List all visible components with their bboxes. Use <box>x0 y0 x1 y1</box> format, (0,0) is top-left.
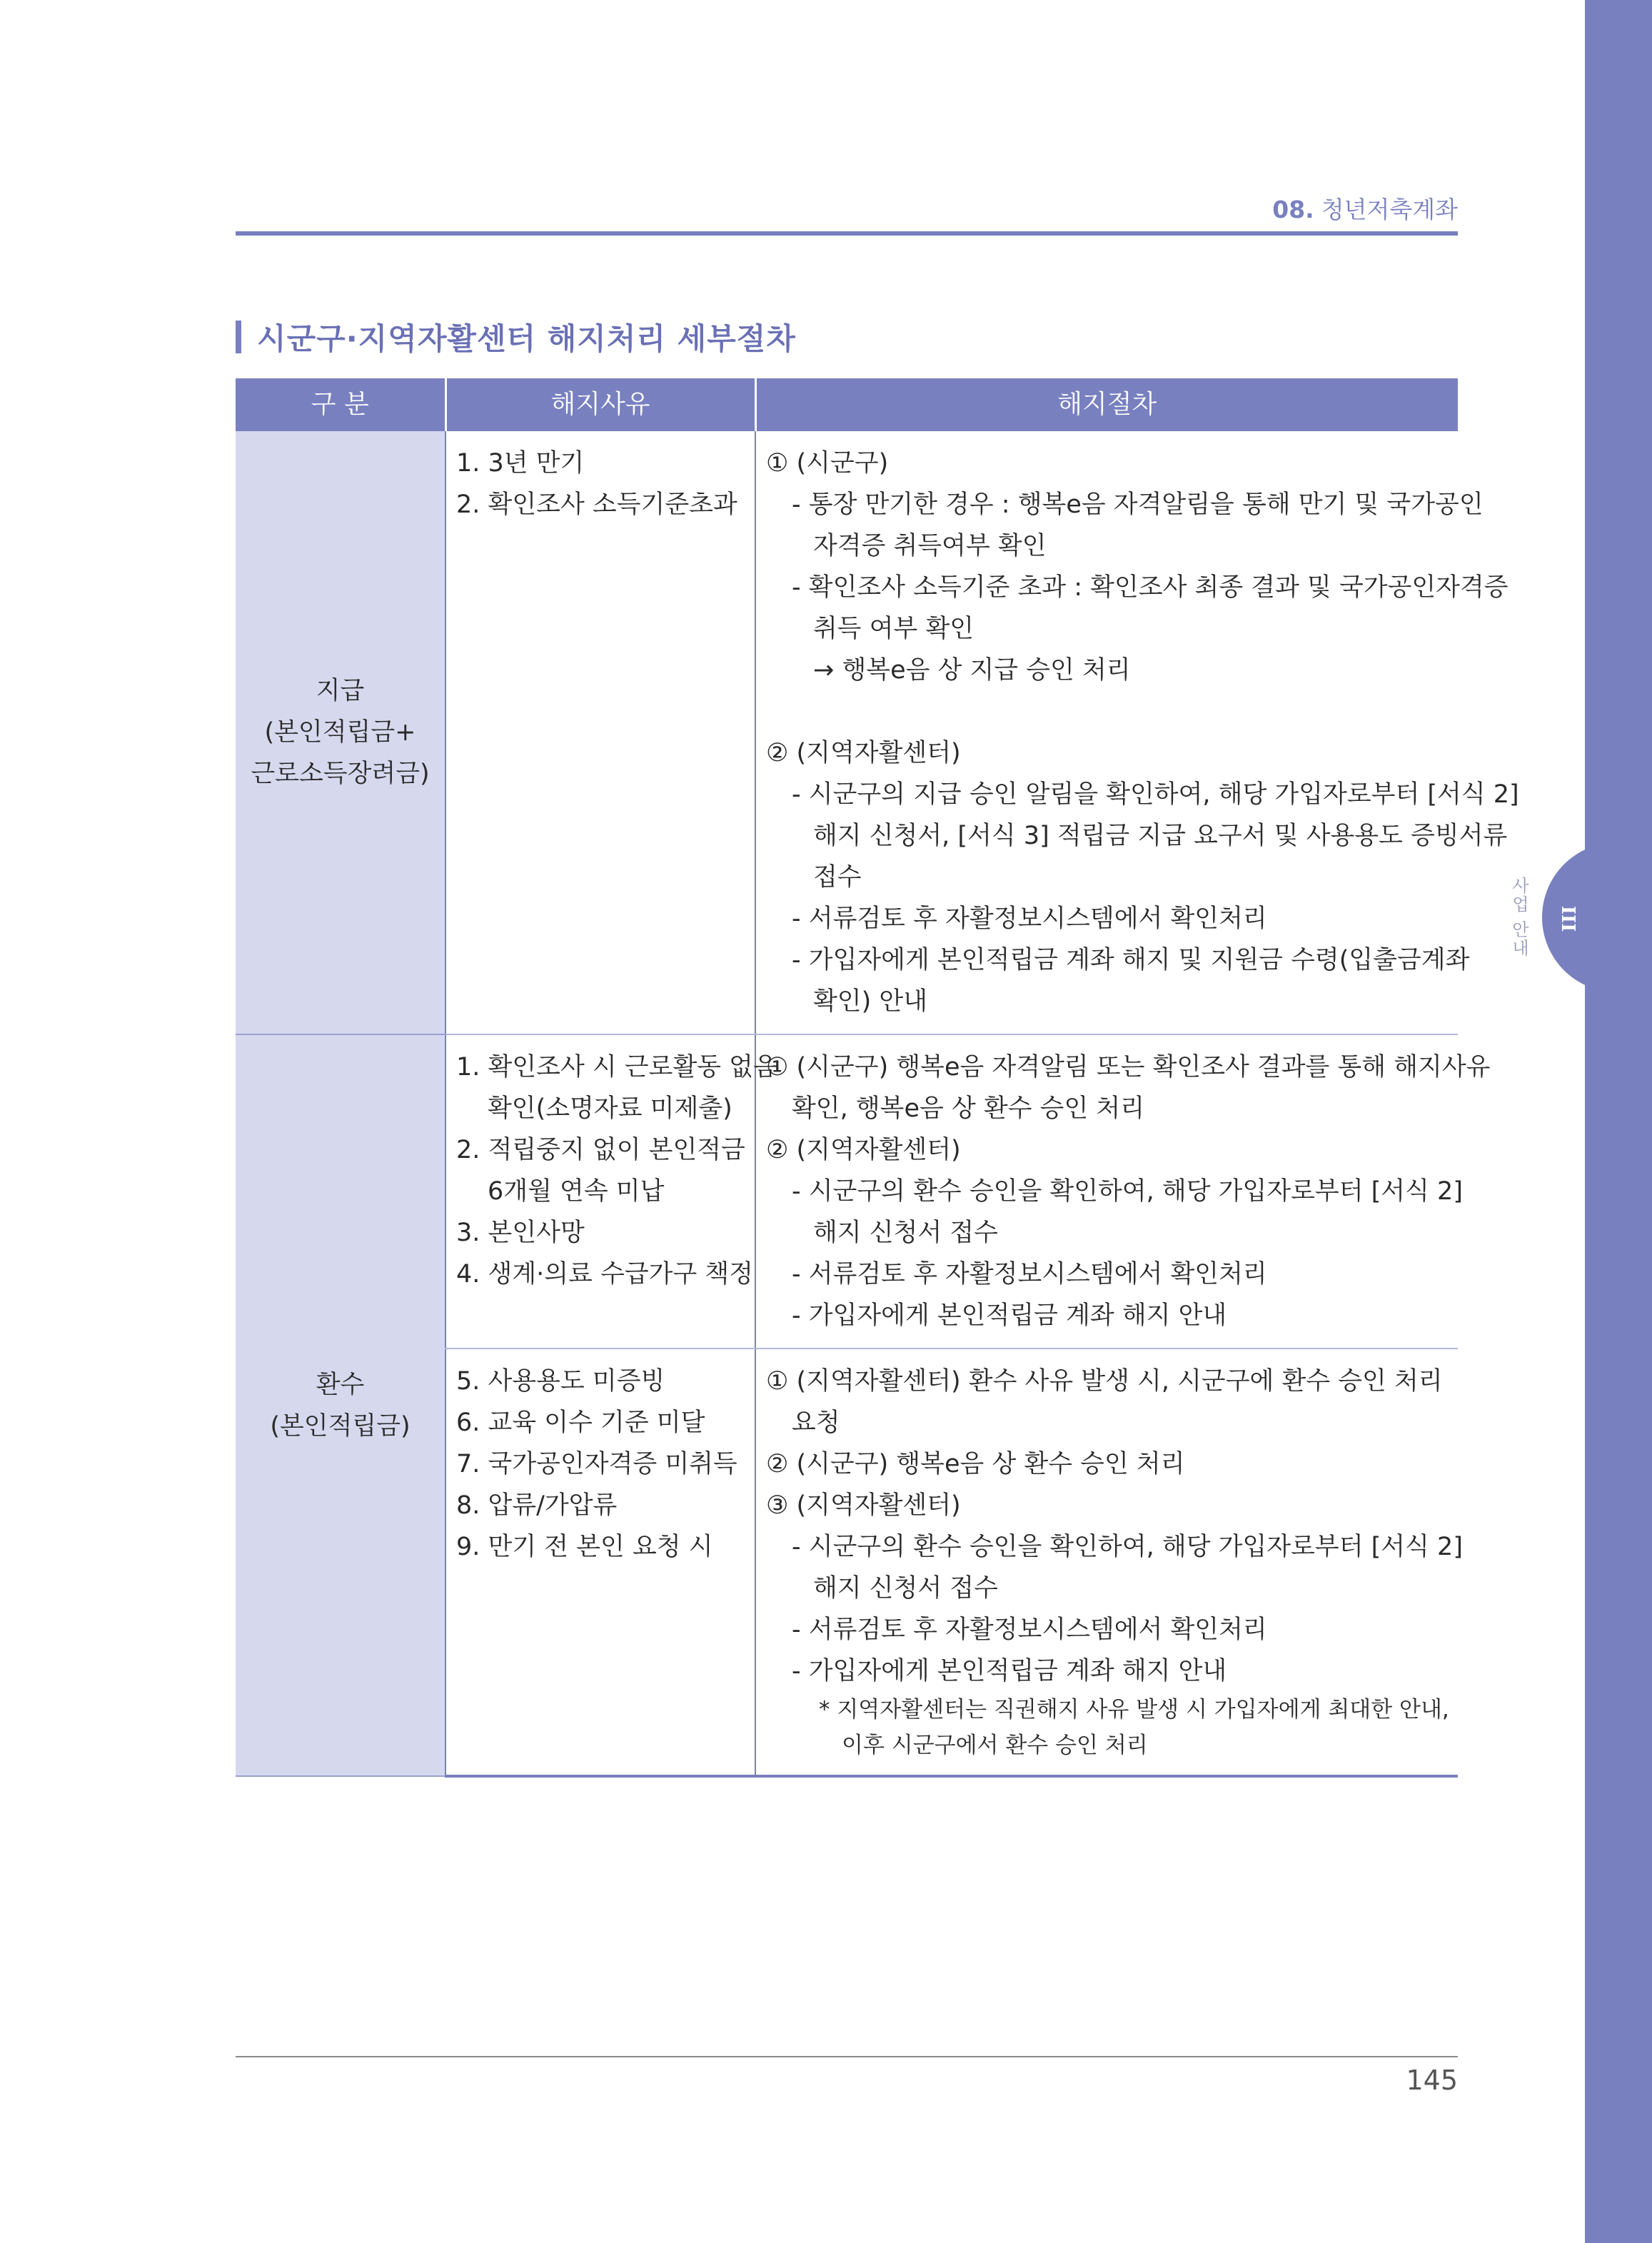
side-color-band <box>1585 0 1652 2243</box>
procedure-cell <box>755 1034 1491 1349</box>
spacer <box>766 691 1451 732</box>
procedure-step: - 서류검토 후 자활정보시스템에서 확인처리 <box>792 1616 1267 1644</box>
procedure-step: ① (시군구) 행복e음 자격알림 또는 확인조사 결과를 통해 해지사유 <box>766 1053 1491 1082</box>
procedure-step: 자격증 취득여부 확인 <box>813 532 1047 560</box>
procedure-step: - 가입자에게 본인적립금 계좌 해지 안내 <box>792 1301 1227 1330</box>
procedure-step: 취득 여부 확인 <box>813 615 974 643</box>
reason-item: 5. 사용용도 미증빙 <box>456 1367 665 1396</box>
reason-cell <box>445 1349 755 1776</box>
header-reason: 해지사유 <box>445 378 755 431</box>
chapter-tab-label: 사업 안내 <box>1509 877 1529 958</box>
category-line: 환수 <box>316 1370 365 1399</box>
reason-item: 1. 3년 만기 <box>456 449 585 478</box>
category-cell-payment <box>236 431 445 1034</box>
procedure-step: 확인, 행복e음 상 환수 승인 처리 <box>792 1094 1145 1123</box>
procedure-step: → 행복e음 상 지급 승인 처리 <box>813 656 1131 685</box>
procedure-step: 확인) 안내 <box>813 987 928 1016</box>
reason-item: 8. 압류/가압류 <box>456 1491 618 1520</box>
chapter-number: 08. <box>1272 196 1314 223</box>
procedure-step: ① (지역자활센터) 환수 사유 발생 시, 시군구에 환수 승인 처리 <box>766 1367 1443 1396</box>
reason-item: 6. 교육 이수 기준 미달 <box>456 1408 705 1437</box>
reason-item: 4. 생계·의료 수급가구 책정 <box>456 1260 753 1289</box>
procedure-step: - 가입자에게 본인적립금 계좌 해지 및 지원금 수령(입출금계좌 <box>792 946 1470 974</box>
reason-item: 2. 확인조사 소득기준초과 <box>456 490 737 519</box>
procedure-step: - 서류검토 후 자활정보시스템에서 확인처리 <box>792 904 1267 933</box>
table-header-row <box>236 378 1458 431</box>
procedure-note: 이후 시군구에서 환수 승인 처리 <box>842 1733 1148 1758</box>
header-category: 구 분 <box>236 378 445 431</box>
reason-item: 7. 국가공인자격증 미취득 <box>456 1450 737 1478</box>
procedure-step: ① (시군구) <box>766 449 889 478</box>
procedure-cell <box>755 1349 1463 1776</box>
chapter-tab-number: III <box>1557 905 1578 932</box>
title-bar-marker <box>236 321 241 353</box>
procedure-step: ② (지역자활센터) <box>766 739 961 767</box>
procedure-step: ② (시군구) 행복e음 상 환수 승인 처리 <box>766 1450 1185 1478</box>
procedure-step: - 시군구의 지급 승인 알림을 확인하여, 해당 가입자로부터 [서식 2] <box>792 780 1519 809</box>
header-rule <box>236 231 1458 236</box>
table-row <box>236 431 1458 1034</box>
procedure-step: - 확인조사 소득기준 초과 : 확인조사 최종 결과 및 국가공인자격증 <box>792 573 1509 602</box>
procedure-step: 접수 <box>813 863 862 892</box>
table-row <box>236 1034 1458 1349</box>
procedure-step: - 시군구의 환수 승인을 확인하여, 해당 가입자로부터 [서식 2] <box>792 1533 1463 1561</box>
header-procedure: 해지절차 <box>755 378 1458 431</box>
category-cell-recovery <box>236 1034 445 1776</box>
section-title <box>236 317 796 357</box>
procedure-step: - 통장 만기한 경우 : 행복e음 자격알림을 통해 만기 및 국가공인 <box>792 490 1484 519</box>
procedure-step: 요청 <box>792 1408 840 1437</box>
procedure-step: 해지 신청서, [서식 3] 적립금 지급 요구서 및 사용용도 증빙서류 <box>813 822 1508 850</box>
page-number: 145 <box>1406 2065 1458 2096</box>
running-header <box>1272 191 1458 225</box>
procedure-step: ③ (지역자활센터) <box>766 1491 961 1520</box>
section-title-text: 시군구·지역자활센터 해지처리 세부절차 <box>257 321 796 356</box>
procedure-step: - 서류검토 후 자활정보시스템에서 확인처리 <box>792 1260 1267 1289</box>
reason-item: 2. 적립중지 없이 본인적금 <box>456 1136 745 1164</box>
procedure-step: - 시군구의 환수 승인을 확인하여, 해당 가입자로부터 [서식 2] <box>792 1177 1463 1206</box>
reason-cell <box>445 431 755 1034</box>
procedure-step: 해지 신청서 접수 <box>813 1219 998 1247</box>
chapter-title: 청년저축계좌 <box>1321 196 1458 223</box>
reason-cell <box>445 1034 777 1349</box>
reason-item: 9. 만기 전 본인 요청 시 <box>456 1533 713 1561</box>
reason-item: 확인(소명자료 미제출) <box>488 1094 732 1123</box>
reason-item: 3. 본인사망 <box>456 1219 585 1247</box>
category-line: (본인적립금) <box>270 1411 411 1441</box>
category-line: (본인적립금+ <box>264 718 416 747</box>
category-line: 지급 <box>316 677 365 705</box>
procedure-step: ② (지역자활센터) <box>766 1136 961 1164</box>
reason-item: 1. 확인조사 시 근로활동 없음 <box>456 1053 777 1082</box>
procedure-step: 해지 신청서 접수 <box>813 1574 998 1603</box>
procedure-note: * 지역자활센터는 직권해지 사유 발생 시 가입자에게 최대한 안내, <box>819 1697 1449 1723</box>
procedure-step: - 가입자에게 본인적립금 계좌 해지 안내 <box>792 1657 1227 1685</box>
reason-item: 6개월 연속 미납 <box>488 1177 665 1206</box>
category-line: 근로소득장려금) <box>251 760 430 788</box>
footer-rule <box>236 2056 1458 2057</box>
